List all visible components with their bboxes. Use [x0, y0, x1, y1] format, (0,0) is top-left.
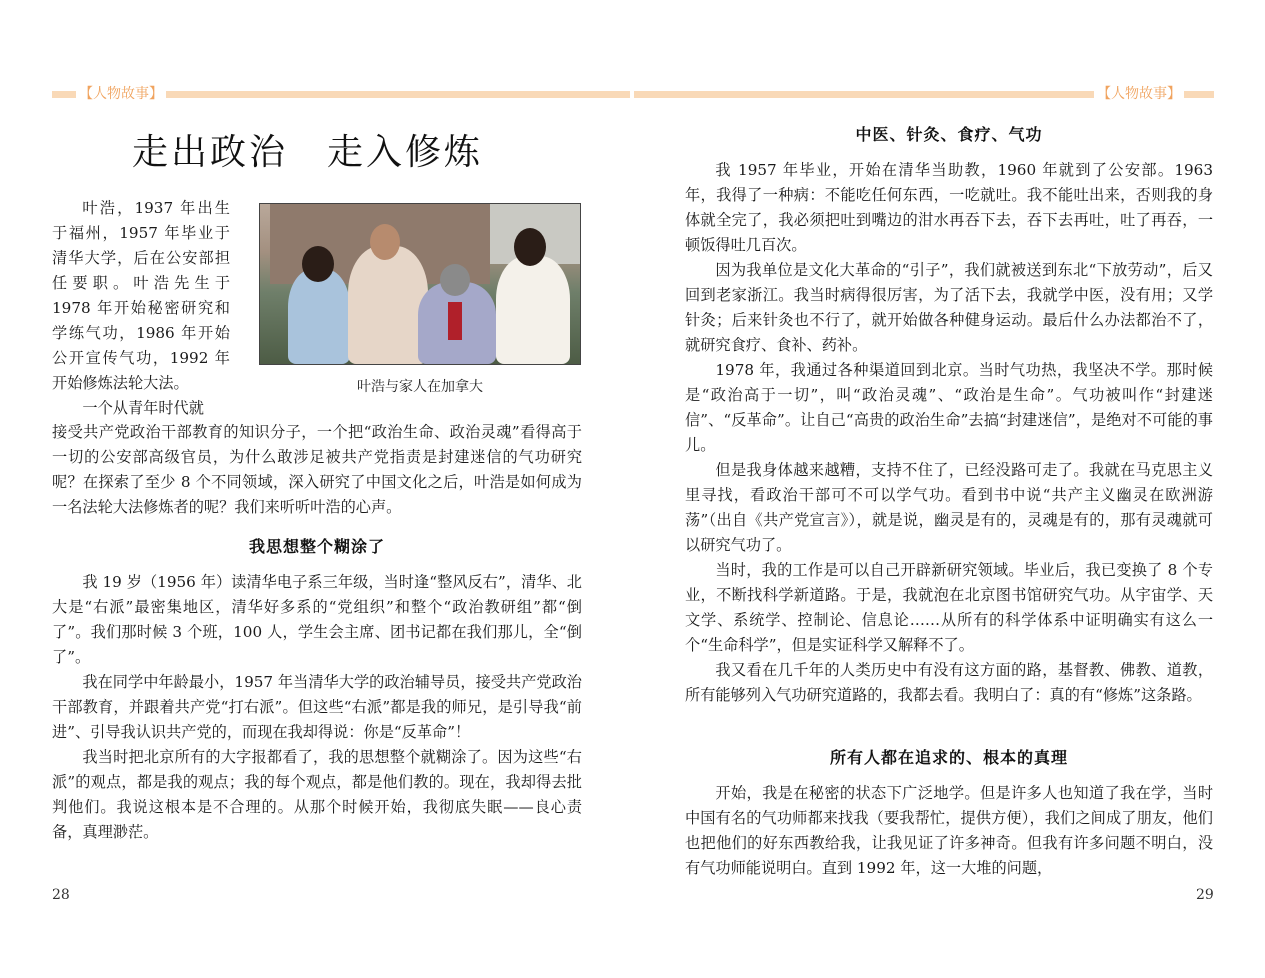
photo-head-1 — [302, 246, 334, 282]
section-heading-1: 我思想整个糊涂了 — [248, 537, 385, 556]
intro-paragraph-2-start: 一个从青年时代就 — [82, 399, 204, 417]
section-1-paragraph: 我在同学中年龄最小，1957 年当清华大学的政治辅导员，接受共产党政治干部教育，并跟着共产党“打右派”。但这些“右派”都是我的师兄，是引导我“前进”、引导我认识共产党的，而现在我却得说：你是“反革命”！ — [52, 673, 582, 741]
photo-person-4 — [496, 256, 570, 364]
section-2-body — [685, 158, 1213, 708]
family-photo — [259, 203, 581, 365]
section-1-paragraph: 我 19 岁（1956 年）读清华电子系三年级，当时逢“整风反右”，清华、北大是“右派”最密集地区，清华好多系的“党组织”和整个“政治教研组”都“倒了”。我们那时候 3 个班，100 人，学生会主席、团书记都在我们那儿，全“倒了”。 — [52, 573, 582, 666]
photo-head-4 — [514, 228, 546, 266]
intro-paragraph-1: 叶浩，1937 年出生于福州，1957 年毕业于清华大学，后在公安部担任要职。叶浩先生于 1978 年开始秘密研究和学练气功，1986 年开始公开宣传气功，1992 年开始修炼法轮大法。 — [52, 199, 230, 392]
intro-paragraph-2-rest: 接受共产党政治干部教育的知识分子，一个把“政治生命、政治灵魂”看得高于一切的公安部高级官员，为什么敢涉足被共产党指责是封建迷信的气功研究呢？在探索了至少 8 个不同领域，深入研究了中国文化之后，叶浩是如何成为一名法轮大法修炼者的呢？我们来听听叶浩的心声。 — [52, 423, 582, 516]
article-title: 走出政治 走入修炼 — [132, 132, 484, 173]
photo-caption: 叶浩与家人在加拿大 — [357, 379, 483, 395]
photo-head-2 — [370, 224, 400, 260]
section-heading-3: 所有人都在追求的、根本的真理 — [829, 748, 1068, 767]
section-2-paragraph: 但是我身体越来越糟，支持不住了，已经没路可走了。我就在马克思主义里寻找，看政治干部可不可以学气功。看到书中说“共产主义幽灵在欧洲游荡”（出自《共产党宣言》），就是说，幽灵是有的，灵魂是有的，那有灵魂就可以研究气功了。 — [685, 461, 1213, 554]
section-2-paragraph: 我 1957 年毕业，开始在清华当助教，1960 年就到了公安部。1963 年，我得了一种病：不能吃任何东西，一吃就吐。我不能吐出来，否则我的身体就全完了，我必须把吐到嘴边的泔水再吞下去，吞下去再吐，吐了再吞，一顿饭得吐几百次。 — [685, 161, 1213, 254]
section-3-paragraph: 开始，我是在秘密的状态下广泛地学。但是许多人也知道了我在学，当时中国有名的气功师都来找我（要我帮忙，提供方便），我们之间成了朋友，他们也把他们的好东西教给我，让我见证了许多神奇。但我有许多问题不明白，没有气功师能说明白。直到 1992 年，这一大堆的问题， — [685, 784, 1213, 877]
photo-person-1 — [288, 269, 350, 364]
header-tag-left: 【人物故事】 — [76, 84, 166, 104]
photo-person-2 — [348, 246, 428, 364]
section-2-paragraph: 因为我单位是文化大革命的“引子”，我们就被送到东北“下放劳动”，后又回到老家浙江。我当时病得很厉害，为了活下去，我就学中医，没有用；又学针灸；后来针灸也不行了，就开始做各种健身运动。最后什么办法都治不了，就研究食疗、食补、药补。 — [685, 261, 1213, 354]
section-2-paragraph: 1978 年，我通过各种渠道回到北京。当时气功热，我坚决不学。那时候是“政治高于一切”，叫“政治灵魂”、“政治是生命”。气功被叫作“封建迷信”、“反革命”。让自己“高贵的政治生命”去搞“封建迷信”，是绝对不可能的事儿。 — [685, 361, 1213, 454]
intro-rest — [52, 420, 582, 520]
photo-scarf — [448, 302, 462, 340]
page-number-left: 28 — [52, 887, 70, 903]
section-2-paragraph: 我又看在几千年的人类历史中有没有这方面的路，基督教、佛教、道教，所有能够列入气功研究道路的，我都去看。我明白了：真的有“修炼”这条路。 — [685, 661, 1213, 704]
photo-head-3 — [440, 264, 470, 296]
section-1-body — [52, 570, 582, 845]
section-1-paragraph: 我当时把北京所有的大字报都看了，我的思想整个就糊涂了。因为这些“右派”的观点，都是我的观点；我的每个观点，都是他们教的。现在，我却得去批判他们。我说这根本是不合理的。从那个时候开始，我彻底失眠——良心责备，真理渺茫。 — [52, 748, 582, 841]
section-3-body — [685, 781, 1213, 881]
intro-narrow — [52, 196, 230, 421]
section-2-paragraph: 当时，我的工作是可以自己开辟新研究领域。毕业后，我已变换了 8 个专业，不断找科学新道路。于是，我就泡在北京图书馆研究气功。从宇宙学、天文学、系统学、控制论、信息论……从所有的科学体系中证明确实有这么一个“生命科学”，但是实证科学又解释不了。 — [685, 561, 1213, 654]
section-heading-2: 中医、针灸、食疗、气功 — [855, 125, 1043, 144]
page-number-right: 29 — [1196, 887, 1214, 903]
header-tag-right: 【人物故事】 — [1094, 84, 1184, 104]
